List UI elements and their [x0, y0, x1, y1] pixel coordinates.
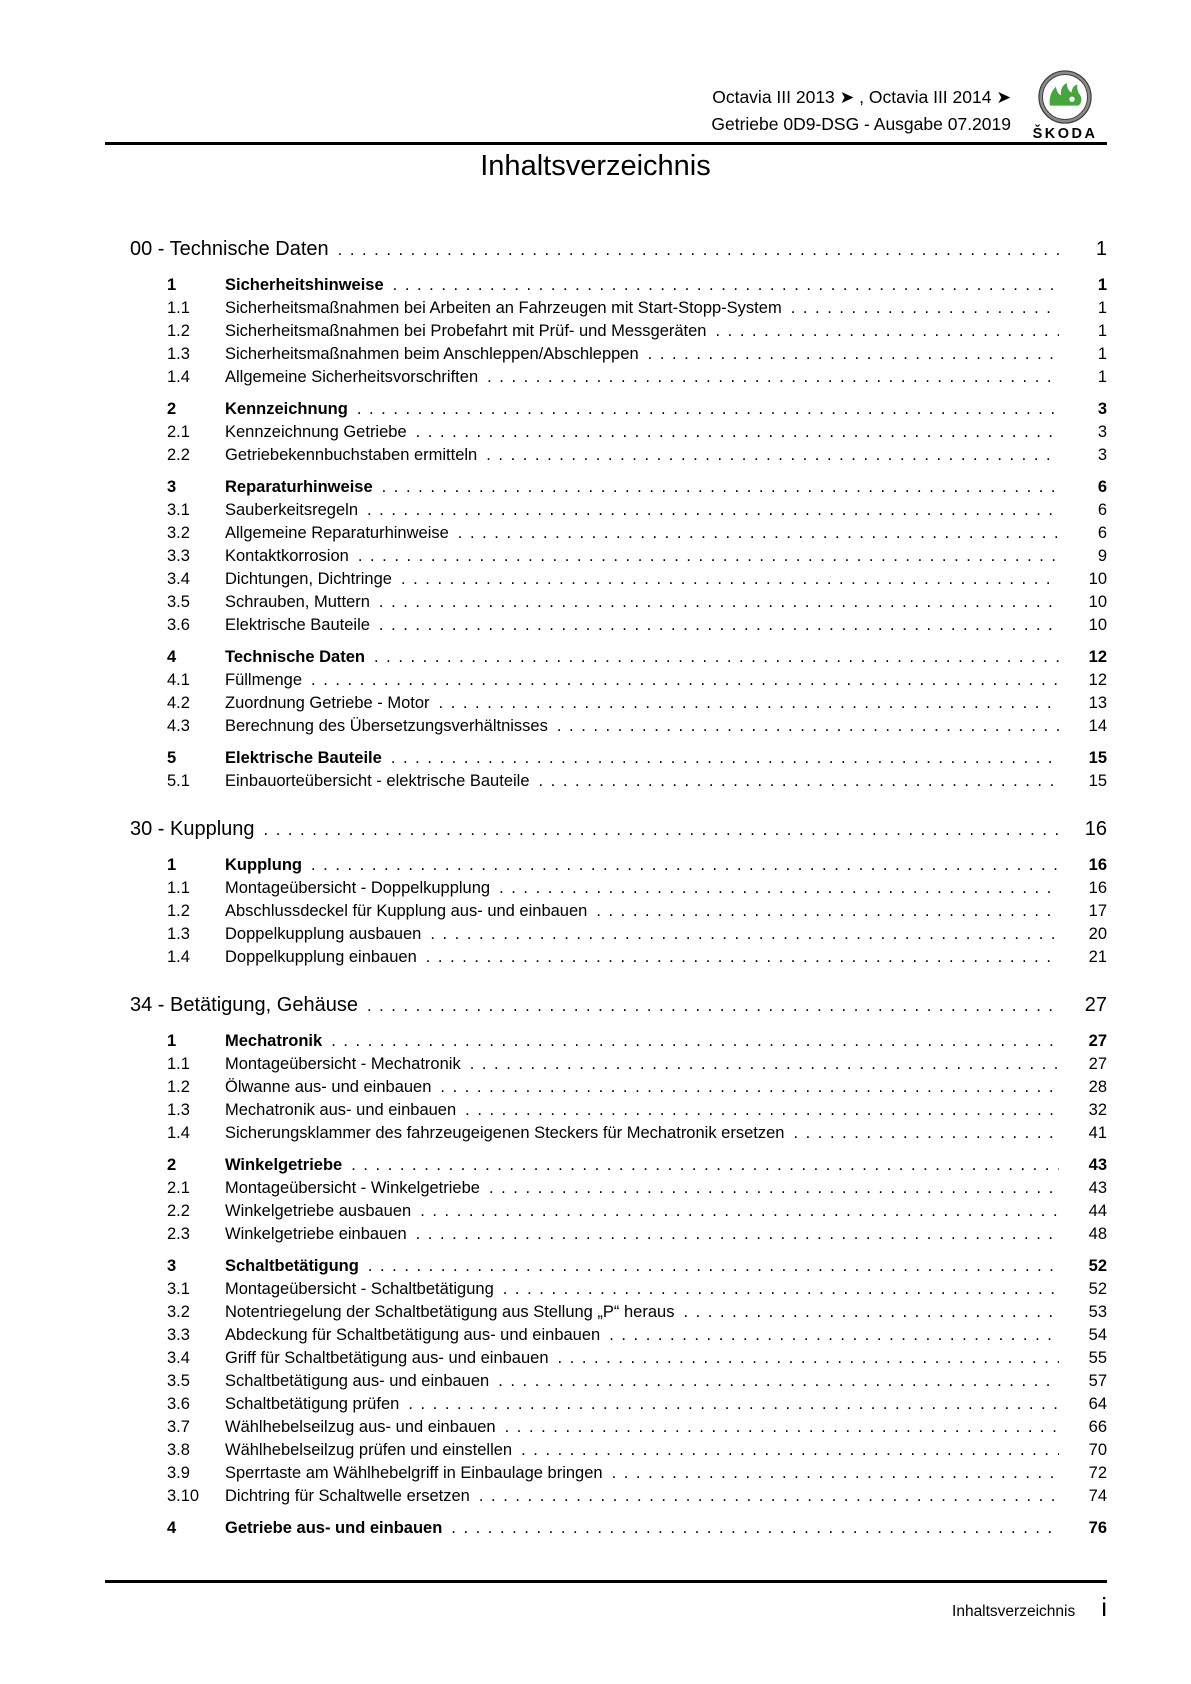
- toc-entry[interactable]: [167, 343, 1107, 366]
- toc-entry[interactable]: [167, 1200, 1107, 1223]
- toc-entry[interactable]: [167, 1439, 1107, 1462]
- entry-page-number: 70: [1088, 1441, 1107, 1459]
- dot-leader: [683, 1301, 1059, 1324]
- entry-title: Abschlussdeckel für Kupplung aus- und einbauen: [225, 902, 588, 920]
- chapter-entries: [105, 854, 1107, 969]
- toc-entry[interactable]: [167, 1370, 1107, 1393]
- dot-leader: [393, 274, 1059, 297]
- dot-leader: [420, 1200, 1059, 1223]
- entry-number: 3.9: [167, 1464, 190, 1482]
- header-text-block: [711, 84, 1011, 138]
- entry-page-number: 1: [1097, 368, 1107, 386]
- entry-number: 4.2: [167, 694, 190, 712]
- entry-title: Abdeckung für Schaltbetätigung aus- und einbauen: [225, 1326, 601, 1344]
- toc-entry[interactable]: [167, 421, 1107, 444]
- dot-leader: [368, 1255, 1059, 1278]
- entry-page-number: 52: [1088, 1280, 1107, 1298]
- toc-chapter-heading[interactable]: [130, 814, 1107, 845]
- entry-page-number: 72: [1088, 1464, 1107, 1482]
- toc-entry[interactable]: [167, 669, 1107, 692]
- toc-entry[interactable]: [167, 568, 1107, 591]
- dot-leader: [489, 1177, 1059, 1200]
- toc-entry[interactable]: [167, 1324, 1107, 1347]
- entry-page-number: 27: [1088, 1032, 1107, 1050]
- entry-title: Getriebe aus- und einbauen: [225, 1519, 443, 1537]
- entry-page-number: 16: [1088, 879, 1107, 897]
- entry-number: 4.3: [167, 717, 190, 735]
- toc-entry[interactable]: [167, 1485, 1107, 1508]
- skoda-wordmark: ŠKODA: [1032, 126, 1098, 142]
- entry-page-number: 1: [1097, 322, 1107, 340]
- winged-arrow-eye: [1069, 96, 1074, 101]
- entry-page-number: 9: [1097, 547, 1107, 565]
- entry-number: 1.2: [167, 322, 190, 340]
- entry-page-number: 64: [1088, 1395, 1107, 1413]
- entry-title: Elektrische Bauteile: [225, 616, 370, 634]
- entry-page-number: 54: [1088, 1326, 1107, 1344]
- toc-chapter-heading[interactable]: [130, 990, 1107, 1021]
- toc-chapter: [105, 814, 1107, 969]
- entry-page-number: 3: [1097, 400, 1107, 418]
- entry-title: Sperrtaste am Wählhebelgriff in Einbaulage bringen: [225, 1464, 603, 1482]
- entry-number: 1.1: [167, 1055, 190, 1073]
- entry-number: 1.4: [167, 948, 190, 966]
- dot-leader: [401, 568, 1059, 591]
- entry-number: 4: [167, 1519, 177, 1537]
- dot-leader: [391, 747, 1059, 770]
- dot-leader: [426, 946, 1059, 969]
- toc-entry[interactable]: [167, 1347, 1107, 1370]
- dot-leader: [416, 421, 1059, 444]
- entry-number: 1: [167, 276, 177, 294]
- entry-title: Notentriegelung der Schaltbetätigung aus Stellung „P“ heraus: [225, 1303, 675, 1321]
- entry-page-number: 53: [1088, 1303, 1107, 1321]
- entry-number: 1.2: [167, 1078, 190, 1096]
- entry-page-number: 15: [1088, 749, 1107, 767]
- toc-entry[interactable]: [167, 1154, 1107, 1177]
- entry-title: Technische Daten: [225, 648, 365, 666]
- entry-title: Montageübersicht - Winkelgetriebe: [225, 1179, 480, 1197]
- toc-entry[interactable]: [167, 1255, 1107, 1278]
- dot-leader: [439, 692, 1059, 715]
- toc-entry[interactable]: [167, 900, 1107, 923]
- entry-number: 2: [167, 400, 177, 418]
- toc-entry[interactable]: [167, 1053, 1107, 1076]
- entry-number: 3.3: [167, 1326, 190, 1344]
- toc-entry[interactable]: [167, 1223, 1107, 1246]
- entry-page-number: 74: [1088, 1487, 1107, 1505]
- dot-leader: [539, 770, 1059, 793]
- dot-leader: [498, 1370, 1059, 1393]
- dot-leader: [715, 320, 1059, 343]
- toc-entry[interactable]: [167, 1278, 1107, 1301]
- entry-title: Zuordnung Getriebe - Motor: [225, 694, 430, 712]
- toc-entry[interactable]: [167, 854, 1107, 877]
- entry-number: 3.4: [167, 1349, 190, 1367]
- entry-title: Dichtring für Schaltwelle ersetzen: [225, 1487, 470, 1505]
- entry-page-number: 3: [1097, 423, 1107, 441]
- toc-list: [105, 234, 1107, 1540]
- toc-entry[interactable]: [167, 747, 1107, 770]
- dot-leader: [479, 1485, 1059, 1508]
- dot-leader: [440, 1076, 1059, 1099]
- toc-entry[interactable]: [167, 1462, 1107, 1485]
- entry-title: Griff für Schaltbetätigung aus- und einbauen: [225, 1349, 549, 1367]
- entry-number: 3: [167, 1257, 177, 1275]
- entry-title: Kontaktkorrosion: [225, 547, 349, 565]
- entry-title: Winkelgetriebe ausbauen: [225, 1202, 412, 1220]
- toc-entry[interactable]: [167, 1301, 1107, 1324]
- entry-page-number: 20: [1088, 925, 1107, 943]
- entry-page-number: 57: [1088, 1372, 1107, 1390]
- entry-title: Allgemeine Sicherheitsvorschriften: [225, 368, 479, 386]
- dot-leader: [374, 646, 1059, 669]
- entry-page-number: 17: [1088, 902, 1107, 920]
- toc-entry[interactable]: [167, 522, 1107, 545]
- toc-entry[interactable]: [167, 545, 1107, 568]
- entry-number: 1: [167, 856, 177, 874]
- dot-leader: [505, 1416, 1059, 1439]
- entry-title: Mechatronik aus- und einbauen: [225, 1101, 457, 1119]
- dot-leader: [264, 815, 1059, 845]
- page-header: [105, 70, 1105, 142]
- dot-leader: [486, 444, 1059, 467]
- entry-number: 1.1: [167, 879, 190, 897]
- header-divider: [105, 142, 1107, 145]
- entry-number: 1.2: [167, 902, 190, 920]
- entry-title: Elektrische Bauteile: [225, 749, 382, 767]
- entry-number: 3.1: [167, 1280, 190, 1298]
- entry-number: 5.1: [167, 772, 190, 790]
- entry-title: Ölwanne aus- und einbauen: [225, 1078, 432, 1096]
- dot-leader: [367, 991, 1059, 1021]
- entry-number: 4: [167, 648, 177, 666]
- entry-page-number: 13: [1088, 694, 1107, 712]
- entry-page-number: 16: [1088, 856, 1107, 874]
- entry-number: 1.4: [167, 1124, 190, 1142]
- entry-title: Einbauorteübersicht - elektrische Bauteile: [225, 772, 530, 790]
- entry-page-number: 48: [1088, 1225, 1107, 1243]
- chapter-title: 34 - Betätigung, Gehäuse: [130, 994, 358, 1016]
- entry-page-number: 1: [1097, 276, 1107, 294]
- entry-title: Schrauben, Muttern: [225, 593, 370, 611]
- dot-leader: [609, 1324, 1059, 1347]
- entry-page-number: 12: [1088, 648, 1107, 666]
- toc-entry[interactable]: [167, 444, 1107, 467]
- toc-chapter: [105, 234, 1107, 793]
- dot-leader: [612, 1462, 1059, 1485]
- header-model-line: Octavia III 2013 ➤ , Octavia III 2014 ➤: [712, 87, 1011, 107]
- dot-leader: [470, 1053, 1059, 1076]
- chapter-title: 30 - Kupplung: [130, 818, 255, 840]
- entry-title: Schaltbetätigung: [225, 1257, 359, 1275]
- dot-leader: [557, 715, 1059, 738]
- dot-leader: [499, 877, 1059, 900]
- entry-page-number: 44: [1088, 1202, 1107, 1220]
- page-title: Inhaltsverzeichnis: [480, 150, 711, 182]
- toc-entry[interactable]: [167, 1393, 1107, 1416]
- skoda-logo-icon: [1038, 70, 1092, 124]
- entry-title: Montageübersicht - Schaltbetätigung: [225, 1280, 494, 1298]
- entry-number: 1.3: [167, 345, 190, 363]
- dot-leader: [338, 235, 1059, 265]
- entry-number: 1.3: [167, 925, 190, 943]
- entry-page-number: 1: [1097, 345, 1107, 363]
- toc-entry[interactable]: [167, 274, 1107, 297]
- entry-title: Allgemeine Reparaturhinweise: [225, 524, 449, 542]
- entry-title: Montageübersicht - Mechatronik: [225, 1055, 461, 1073]
- toc-entry[interactable]: [167, 476, 1107, 499]
- entry-title: Sicherungsklammer des fahrzeugeigenen Steckers für Mechatronik ersetzen: [225, 1124, 785, 1142]
- entry-number: 3.6: [167, 616, 190, 634]
- toc-entry[interactable]: [167, 1122, 1107, 1145]
- entry-number: 2.1: [167, 1179, 190, 1197]
- toc-entry[interactable]: [167, 877, 1107, 900]
- dot-leader: [416, 1223, 1059, 1246]
- entry-title: Mechatronik: [225, 1032, 323, 1050]
- entry-number: 2: [167, 1156, 177, 1174]
- entry-number: 1.1: [167, 299, 190, 317]
- entry-number: 3.3: [167, 547, 190, 565]
- dot-leader: [408, 1393, 1059, 1416]
- dot-leader: [793, 1122, 1059, 1145]
- entry-title: Kennzeichnung: [225, 400, 348, 418]
- entry-title: Sicherheitshinweise: [225, 276, 384, 294]
- dot-leader: [379, 591, 1059, 614]
- chapter-title: 00 - Technische Daten: [130, 238, 329, 260]
- entry-page-number: 6: [1097, 524, 1107, 542]
- chapter-entries: [105, 274, 1107, 793]
- dot-leader: [311, 669, 1059, 692]
- entry-number: 3.8: [167, 1441, 190, 1459]
- entry-page-number: 21: [1088, 948, 1107, 966]
- entry-title: Dichtungen, Dichtringe: [225, 570, 392, 588]
- entry-number: 1.3: [167, 1101, 190, 1119]
- chapter-page-number: 16: [1084, 818, 1107, 840]
- chapter-page-number: 1: [1095, 238, 1107, 260]
- dot-leader: [791, 297, 1059, 320]
- entry-number: 5: [167, 749, 177, 767]
- dot-leader: [503, 1278, 1059, 1301]
- entry-title: Füllmenge: [225, 671, 303, 689]
- entry-number: 4.1: [167, 671, 190, 689]
- entry-page-number: 3: [1097, 446, 1107, 464]
- entry-page-number: 43: [1088, 1156, 1107, 1174]
- entry-number: 1.4: [167, 368, 190, 386]
- entry-title: Sicherheitsmaßnahmen beim Anschleppen/Abschleppen: [225, 345, 639, 363]
- entry-title: Wählhebelseilzug prüfen und einstellen: [225, 1441, 513, 1459]
- entry-page-number: 41: [1088, 1124, 1107, 1142]
- dot-leader: [367, 499, 1059, 522]
- entry-title: Sicherheitsmaßnahmen bei Probefahrt mit Prüf- und Messgeräten: [225, 322, 707, 340]
- entry-page-number: 28: [1088, 1078, 1107, 1096]
- dot-leader: [379, 614, 1059, 637]
- entry-title: Sicherheitsmaßnahmen bei Arbeiten an Fahrzeugen mit Start-Stopp-System: [225, 299, 782, 317]
- entry-page-number: 76: [1088, 1519, 1107, 1537]
- entry-number: 2.2: [167, 446, 190, 464]
- entry-number: 3.6: [167, 1395, 190, 1413]
- page-footer: [105, 1592, 1107, 1622]
- toc-entry[interactable]: [167, 320, 1107, 343]
- entry-page-number: 6: [1097, 501, 1107, 519]
- entry-page-number: 43: [1088, 1179, 1107, 1197]
- entry-title: Winkelgetriebe einbauen: [225, 1225, 407, 1243]
- entry-page-number: 10: [1088, 570, 1107, 588]
- entry-number: 3.5: [167, 1372, 190, 1390]
- entry-page-number: 52: [1088, 1257, 1107, 1275]
- dot-leader: [648, 343, 1059, 366]
- entry-page-number: 27: [1088, 1055, 1107, 1073]
- entry-number: 3.5: [167, 593, 190, 611]
- entry-page-number: 32: [1088, 1101, 1107, 1119]
- toc-entry[interactable]: [167, 366, 1107, 389]
- toc-entry[interactable]: [167, 1177, 1107, 1200]
- entry-title: Getriebekennbuchstaben ermitteln: [225, 446, 478, 464]
- entry-page-number: 15: [1088, 772, 1107, 790]
- entry-page-number: 55: [1088, 1349, 1107, 1367]
- entry-page-number: 10: [1088, 593, 1107, 611]
- dot-leader: [487, 366, 1059, 389]
- dot-leader: [331, 1030, 1059, 1053]
- toc-entry[interactable]: [167, 297, 1107, 320]
- entry-number: 3.4: [167, 570, 190, 588]
- entry-page-number: 12: [1088, 671, 1107, 689]
- dot-leader: [521, 1439, 1059, 1462]
- entry-title: Doppelkupplung einbauen: [225, 948, 417, 966]
- entry-title: Schaltbetätigung aus- und einbauen: [225, 1372, 490, 1390]
- dot-leader: [430, 923, 1059, 946]
- toc-entry[interactable]: [167, 398, 1107, 421]
- entry-number: 1: [167, 1032, 177, 1050]
- entry-title: Montageübersicht - Doppelkupplung: [225, 879, 491, 897]
- toc-entry[interactable]: [167, 499, 1107, 522]
- entry-number: 3.2: [167, 524, 190, 542]
- toc-entry[interactable]: [167, 646, 1107, 669]
- entry-title: Doppelkupplung ausbauen: [225, 925, 422, 943]
- entry-number: 3.1: [167, 501, 190, 519]
- entry-title: Kennzeichnung Getriebe: [225, 423, 407, 441]
- dot-leader: [558, 1347, 1060, 1370]
- dot-leader: [451, 1517, 1059, 1540]
- entry-number: 3.2: [167, 1303, 190, 1321]
- entry-number: 3.7: [167, 1418, 190, 1436]
- dot-leader: [465, 1099, 1059, 1122]
- entry-title: Schaltbetätigung prüfen: [225, 1395, 400, 1413]
- entry-page-number: 6: [1097, 478, 1107, 496]
- toc-entry[interactable]: [167, 1099, 1107, 1122]
- footer-divider: [105, 1580, 1107, 1583]
- dot-leader: [358, 545, 1059, 568]
- toc-entry[interactable]: [167, 692, 1107, 715]
- header-edition-line: Getriebe 0D9-DSG - Ausgabe 07.2019: [711, 114, 1011, 134]
- chapter-page-number: 27: [1084, 994, 1107, 1016]
- footer-label: Inhaltsverzeichnis: [952, 1603, 1076, 1620]
- entry-number: 2.1: [167, 423, 190, 441]
- entry-title: Wählhebelseilzug aus- und einbauen: [225, 1418, 496, 1436]
- toc-chapter: [105, 990, 1107, 1540]
- toc-entry[interactable]: [167, 1416, 1107, 1439]
- entry-page-number: 14: [1088, 717, 1107, 735]
- entry-number: 2.3: [167, 1225, 190, 1243]
- entry-page-number: 1: [1097, 299, 1107, 317]
- toc-chapter-heading[interactable]: [130, 234, 1107, 265]
- toc-entry[interactable]: [167, 614, 1107, 637]
- entry-number: 3.10: [167, 1487, 200, 1505]
- entry-title: Winkelgetriebe: [225, 1156, 343, 1174]
- entry-number: 3: [167, 478, 177, 496]
- toc-entry[interactable]: [167, 591, 1107, 614]
- dot-leader: [596, 900, 1059, 923]
- footer-page-number: i: [1101, 1592, 1107, 1622]
- toc-entry[interactable]: [167, 946, 1107, 969]
- toc-entry[interactable]: [167, 923, 1107, 946]
- dot-leader: [311, 854, 1059, 877]
- entry-title: Berechnung des Übersetzungsverhältnisses: [225, 717, 548, 735]
- toc-entry[interactable]: [167, 1517, 1107, 1540]
- entry-number: 2.2: [167, 1202, 190, 1220]
- entry-title: Reparaturhinweise: [225, 478, 373, 496]
- dot-leader: [351, 1154, 1059, 1177]
- toc-entry[interactable]: [167, 770, 1107, 793]
- dot-leader: [458, 522, 1059, 545]
- entry-title: Sauberkeitsregeln: [225, 501, 358, 519]
- entry-page-number: 10: [1088, 616, 1107, 634]
- entry-page-number: 66: [1088, 1418, 1107, 1436]
- skoda-brand: [1025, 70, 1105, 142]
- dot-leader: [382, 476, 1059, 499]
- chapter-entries: [105, 1030, 1107, 1540]
- toc-entry[interactable]: [167, 1076, 1107, 1099]
- entry-title: Kupplung: [225, 856, 302, 874]
- toc-entry[interactable]: [167, 1030, 1107, 1053]
- dot-leader: [357, 398, 1059, 421]
- toc-entry[interactable]: [167, 715, 1107, 738]
